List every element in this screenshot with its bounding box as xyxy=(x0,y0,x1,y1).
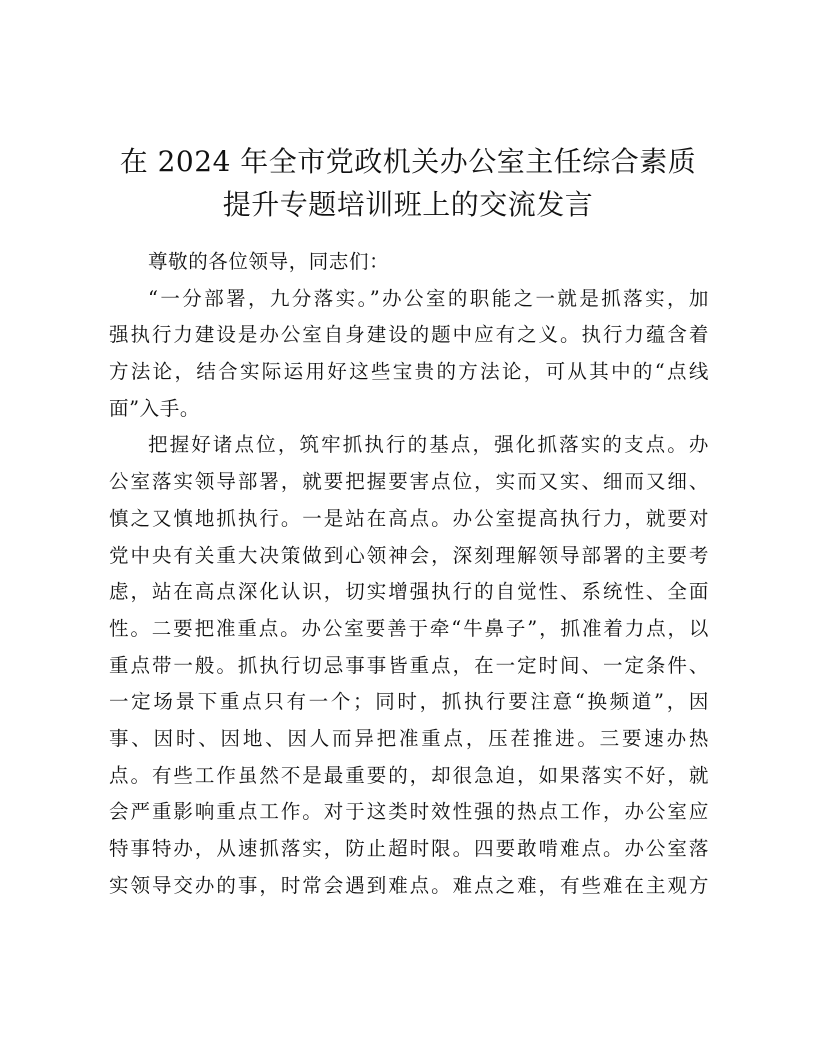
body-line: “一分部署，九分落实。”办公室的职能之一就是抓落实，加 xyxy=(148,286,709,310)
body-line: 方法论，结合实际运用好这些宝贵的方法论，可从其中的“点线 xyxy=(109,360,709,384)
body-line: 重点带一般。抓执行切忌事事皆重点，在一定时间、一定条件、 xyxy=(109,653,709,677)
body-line: 特事特办，从速抓落实，防止超时限。四要敢啃难点。办公室落 xyxy=(109,837,709,860)
body-line: 虑，站在高点深化认识，切实增强执行的自觉性、系统性、全面 xyxy=(109,580,709,604)
title-line-1: 在 2024 年全市党政机关办公室主任综合素质 xyxy=(119,145,697,178)
title-line-2: 提升专题培训班上的交流发言 xyxy=(222,188,594,221)
body-line: 点。有些工作虽然不是最重要的，却很急迫，如果落实不好，就 xyxy=(109,763,709,787)
body-line: 公室落实领导部署，就要把握要害点位，实而又实、细而又细、 xyxy=(109,470,709,494)
body-line: 面”入手。 xyxy=(109,396,200,420)
body-line: 会严重影响重点工作。对于这类时效性强的热点工作，办公室应 xyxy=(109,800,709,824)
body-line: 慎之又慎地抓执行。一是站在高点。办公室提高执行力，就要对 xyxy=(109,506,709,530)
document-body xyxy=(109,244,709,904)
body-line: 党中央有关重大决策做到心领神会，深刻理解领导部署的主要考 xyxy=(109,543,709,567)
body-line: 尊敬的各位领导，同志们： xyxy=(148,250,390,273)
body-line: 把握好诸点位，筑牢抓执行的基点，强化抓落实的支点。办 xyxy=(148,433,709,457)
body-line: 强执行力建设是办公室自身建设的题中应有之义。执行力蕴含着 xyxy=(109,323,709,347)
document-title xyxy=(100,140,716,226)
body-line: 事、因时、因地、因人而异把准重点，压茬推进。三要速办热 xyxy=(109,726,709,750)
body-line: 一定场景下重点只有一个；同时，抓执行要注意“换频道”，因 xyxy=(109,690,709,714)
body-line: 实领导交办的事，时常会遇到难点。难点之难，有些难在主观方 xyxy=(109,873,709,897)
body-line: 性。二要把准重点。办公室要善于牵“牛鼻子”，抓准着力点，以 xyxy=(109,616,709,640)
